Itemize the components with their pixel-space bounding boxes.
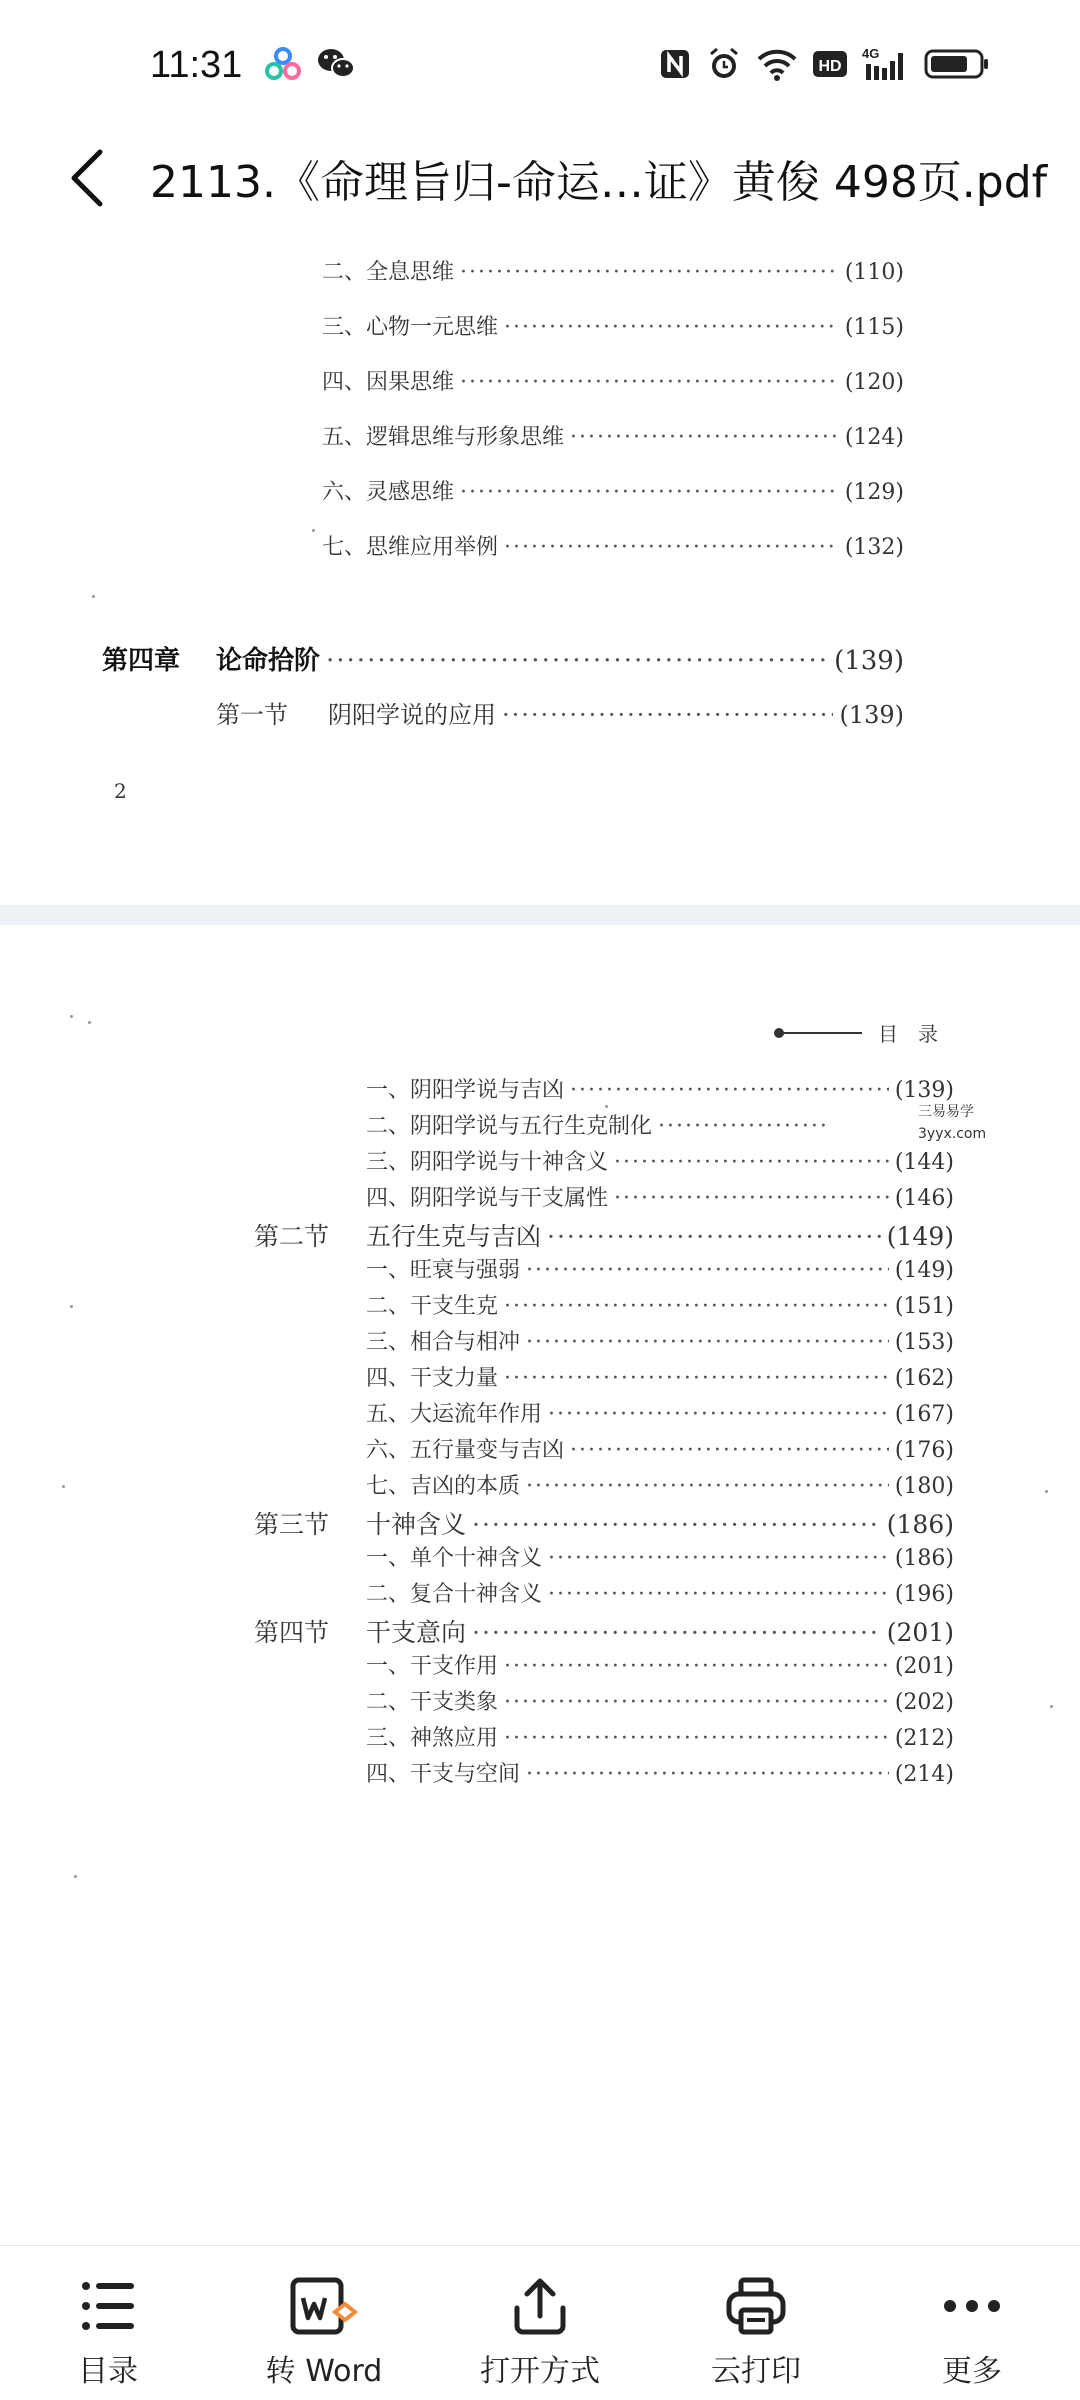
hd-icon bbox=[812, 49, 848, 83]
watermark: 三易易学 3yyx.com bbox=[918, 1104, 987, 1142]
toc-entry[interactable]: 三、阴阳学说与十神含义 ····· (144) bbox=[366, 1145, 954, 1176]
more-button[interactable]: 更多 bbox=[864, 2246, 1080, 2400]
alarm-icon bbox=[706, 46, 742, 86]
open-with-button[interactable]: 打开方式 bbox=[432, 2246, 648, 2400]
nfc-icon bbox=[658, 47, 692, 85]
wechat-icon bbox=[316, 46, 356, 86]
battery-icon bbox=[924, 48, 990, 84]
bottom-toolbar bbox=[0, 2245, 1080, 2400]
signal-4g-icon bbox=[862, 46, 910, 86]
toc-entry[interactable]: 一、旺衰与强弱 ····· (149) bbox=[366, 1253, 954, 1284]
toc-entry[interactable]: 六、灵感思维 ····· (129) bbox=[322, 475, 904, 506]
toc-entry[interactable]: 七、思维应用举例 ····· (132) bbox=[322, 530, 904, 561]
more-dots-icon bbox=[939, 2276, 1005, 2338]
toc-entry[interactable]: 二、干支生克 ····· (151) bbox=[366, 1289, 954, 1320]
toc-entry[interactable]: 二、干支类象 ····· (202) bbox=[366, 1685, 954, 1716]
toc-entry[interactable]: 三、相合与相冲 ····· (153) bbox=[366, 1325, 954, 1356]
toc-chapter[interactable]: 第四章 论命拾阶 ····· (139) bbox=[102, 640, 904, 677]
toc-entry[interactable]: 一、阴阳学说与吉凶 ····· (139) bbox=[366, 1073, 954, 1104]
toc-entry[interactable]: 一、单个十神含义 ····· (186) bbox=[366, 1541, 954, 1572]
pdf-page bbox=[0, 925, 1080, 2245]
status-left-icons bbox=[264, 46, 356, 86]
toc-entry[interactable]: 四、阴阳学说与干支属性 ····· (146) bbox=[366, 1181, 954, 1212]
toc-entry[interactable]: 一、干支作用 ····· (201) bbox=[366, 1649, 954, 1680]
convert-word-button[interactable]: 转 Word bbox=[216, 2246, 432, 2400]
document-title: 2113.《命理旨归-命运…证》黄俊 498页.pdf bbox=[150, 157, 1048, 208]
status-bar bbox=[0, 0, 1080, 120]
svg-text:HD: HD bbox=[818, 58, 842, 75]
pdf-viewer[interactable] bbox=[0, 235, 1080, 2245]
toc-button[interactable]: 目录 bbox=[0, 2246, 216, 2400]
toc-entry[interactable]: 七、吉凶的本质 ····· (180) bbox=[366, 1469, 954, 1500]
back-button[interactable] bbox=[60, 142, 120, 212]
chevron-left-icon bbox=[60, 142, 120, 212]
toc-entry[interactable]: 四、因果思维 ····· (120) bbox=[322, 365, 904, 396]
cloud-print-button[interactable]: 云打印 bbox=[648, 2246, 864, 2400]
status-time: 11:31 bbox=[150, 44, 243, 86]
toc-section[interactable]: 第四节 干支意向 ····· (201) bbox=[254, 1613, 954, 1649]
toc-entry[interactable]: 四、干支力量 ····· (162) bbox=[366, 1361, 954, 1392]
toc-entry[interactable]: 二、复合十神含义 ····· (196) bbox=[366, 1577, 954, 1608]
toc-entry[interactable]: 三、神煞应用 ····· (212) bbox=[366, 1721, 954, 1752]
toc-entry[interactable]: 六、五行量变与吉凶 ····· (176) bbox=[366, 1433, 954, 1464]
list-icon bbox=[78, 2276, 138, 2336]
toc-entry[interactable]: 三、心物一元思维 ····· (115) bbox=[322, 310, 904, 341]
cloud-app-icon bbox=[264, 46, 302, 86]
share-open-icon bbox=[509, 2276, 571, 2338]
svg-text:4G: 4G bbox=[862, 46, 880, 61]
toc-entry[interactable]: 四、干支与空间 ····· (214) bbox=[366, 1757, 954, 1788]
wifi-icon bbox=[756, 47, 798, 85]
running-head: 目 录 bbox=[780, 1018, 938, 1047]
page-number: 2 bbox=[114, 779, 127, 803]
status-right-icons bbox=[658, 46, 990, 86]
toc-entry[interactable]: 二、阴阳学说与五行生克制化 ····· bbox=[366, 1109, 954, 1140]
pdf-page bbox=[0, 235, 1080, 905]
toc-entry[interactable]: 五、逻辑思维与形象思维 ····· (124) bbox=[322, 420, 904, 451]
app-header bbox=[0, 120, 1080, 235]
toc-section[interactable]: 第二节 五行生克与吉凶 ····· (149) bbox=[254, 1217, 954, 1253]
toc-section[interactable]: 第一节 阴阳学说的应用 ····· (139) bbox=[216, 695, 904, 730]
toc-section[interactable]: 第三节 十神含义 ····· (186) bbox=[254, 1505, 954, 1541]
convert-word-icon bbox=[289, 2276, 359, 2338]
toc-entry[interactable]: 五、大运流年作用 ····· (167) bbox=[366, 1397, 954, 1428]
toc-entry[interactable]: 二、全息思维 ····· (110) bbox=[322, 255, 904, 286]
printer-icon bbox=[725, 2276, 787, 2338]
